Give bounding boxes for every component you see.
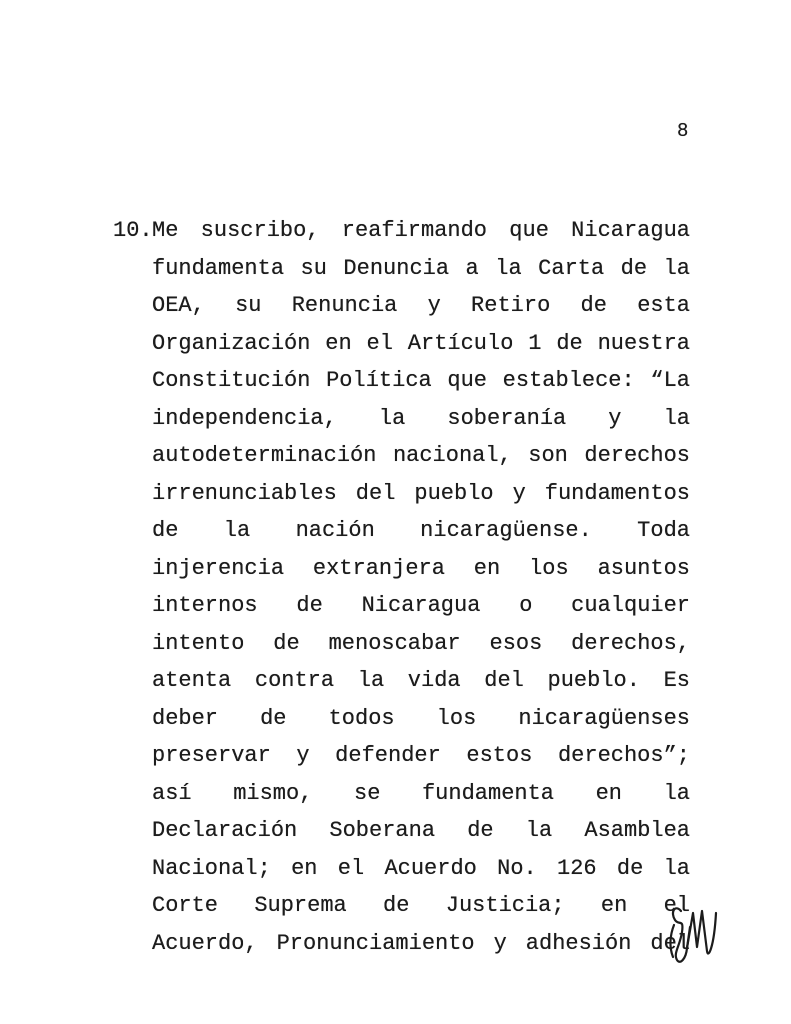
page-number: 8	[677, 120, 689, 142]
text-line: internos de Nicaragua o cualquier	[152, 593, 690, 618]
list-item-number: 10.	[113, 218, 153, 243]
text-line: Nacional; en el Acuerdo No. 126 de la	[152, 855, 690, 881]
text-line: Organización en el Artículo 1 de nuestra	[152, 330, 690, 356]
text-line: preservar y defender estos derechos”;	[152, 743, 690, 768]
text-line: Constitución Política que establece: “La	[152, 368, 690, 393]
text-line: intento de menoscabar esos derechos,	[152, 630, 690, 656]
text-line-content: Me suscribo, reafirmando que Nicaragua	[152, 218, 690, 243]
text-line: irrenunciables del pueblo y fundamentos	[152, 480, 690, 506]
text-line: injerencia extranjera en los asuntos	[152, 555, 690, 581]
text-line	[113, 212, 690, 250]
text-line: Declaración Soberana de la Asamblea	[152, 818, 690, 843]
text-line: autodeterminación nacional, son derechos	[152, 443, 690, 468]
text-line: así mismo, se fundamenta en la	[152, 780, 690, 806]
handwritten-initials-icon	[668, 901, 718, 969]
paragraph-block	[113, 212, 690, 962]
text-line: independencia, la soberanía y la	[152, 405, 690, 431]
text-line: de la nación nicaragüense. Toda	[152, 518, 690, 543]
text-line: fundamenta su Denuncia a la Carta de la	[152, 255, 690, 281]
text-line: OEA, su Renuncia y Retiro de esta	[152, 293, 690, 318]
text-line: Corte Suprema de Justicia; en el	[152, 893, 690, 918]
text-line: deber de todos los nicaragüenses	[152, 705, 690, 731]
text-line: atenta contra la vida del pueblo. Es	[152, 668, 690, 693]
text-line: Acuerdo, Pronunciamiento y adhesión del	[152, 930, 690, 956]
